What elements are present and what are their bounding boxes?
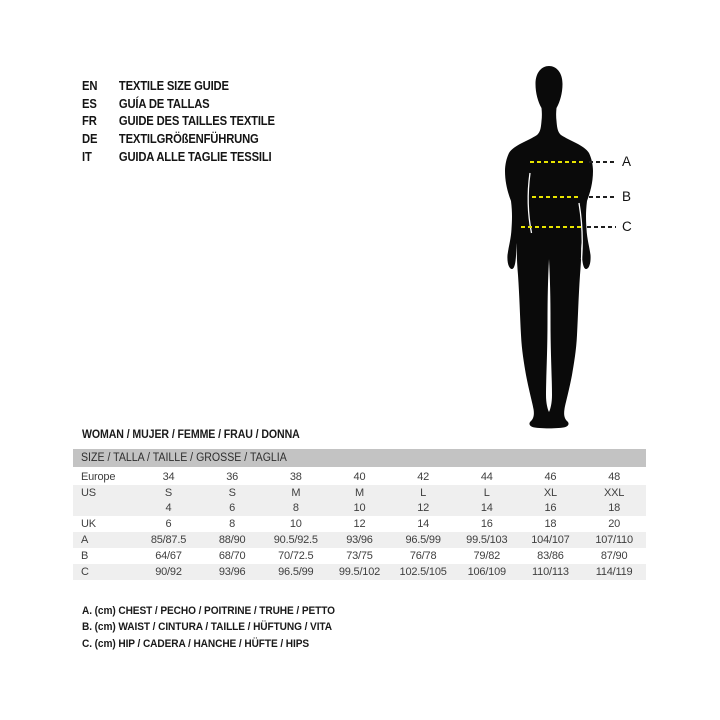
size-value-cell: 87/90: [600, 549, 628, 562]
legend-line-waist: B. (cm) WAIST / CINTURA / TAILLE / HÜFTUNG / VITA: [82, 621, 332, 634]
measure-dash-on-body: [530, 161, 584, 163]
language-title: TEXTILE SIZE GUIDE: [118, 78, 229, 93]
size-table-header-cell: [73, 449, 646, 468]
size-value-cell: 70/72.5: [278, 549, 314, 562]
language-code: ES: [82, 96, 97, 111]
size-value-cell: 104/107: [519, 532, 583, 548]
size-value-cell: 107/110: [582, 532, 646, 548]
language-code: DE: [82, 131, 98, 146]
size-value-cell: 68/70: [218, 549, 246, 562]
language-row-de: [82, 130, 275, 148]
row-label: A: [73, 532, 137, 548]
size-value-cell: 12: [391, 501, 455, 517]
size-value-cell: 44: [480, 470, 493, 483]
language-list: [82, 77, 296, 165]
size-value-cell: L: [455, 485, 519, 501]
size-value-cell: 99.5/102: [328, 564, 392, 580]
row-label: B: [81, 549, 89, 562]
language-row-it: [82, 148, 275, 166]
legend-line-hip: C. (cm) HIP / CADERA / HANCHE / HÜFTE / HIPS: [82, 637, 310, 650]
row-label: C: [73, 564, 137, 580]
size-value-cell: 76/78: [409, 549, 437, 562]
language-row-fr: [82, 112, 275, 130]
size-value-cell: 38: [289, 470, 302, 483]
size-value-cell: 42: [417, 470, 430, 483]
measure-label-a: A: [622, 154, 632, 169]
size-value-cell: 16: [480, 518, 493, 531]
size-value-cell: 85/87.5: [137, 532, 201, 548]
language-code: FR: [82, 114, 97, 129]
size-value-cell: 99.5/103: [455, 532, 519, 548]
size-value-cell: 73/75: [346, 549, 373, 562]
size-table-row-us: [73, 485, 646, 501]
language-title: GUIDA ALLE TAGLIE TESSILI: [118, 149, 272, 164]
language-code: IT: [82, 149, 92, 164]
size-table-header-row: [73, 449, 646, 468]
size-value-cell: 8: [264, 501, 328, 517]
language-title: TEXTILGRÖßENFÜHRUNG: [118, 131, 259, 146]
size-table-header-text: SIZE / TALLA / TAILLE / GRÖSSE / TAGLIA: [81, 452, 287, 464]
size-value-cell: 16: [519, 501, 583, 517]
size-table-row-uk: [73, 516, 646, 532]
size-value-cell: L: [391, 485, 455, 501]
row-label: [73, 501, 137, 517]
size-value-cell: 18: [582, 501, 646, 517]
size-value-cell: 36: [226, 470, 239, 483]
size-value-cell: S: [137, 485, 201, 501]
size-value-cell: 20: [608, 518, 621, 531]
size-value-cell: 8: [229, 518, 236, 531]
measure-dash-leader: [589, 196, 616, 198]
size-value-cell: S: [200, 485, 264, 501]
legend-line-chest: A. (cm) CHEST / PECHO / POITRINE / TRUHE / PETTO: [82, 605, 335, 617]
size-value-cell: 14: [417, 518, 430, 531]
measure-dash-leader: [589, 161, 616, 163]
size-value-cell: 10: [328, 501, 392, 517]
category-title: WOMAN / MUJER / FEMME / FRAU / DONNA: [82, 429, 300, 441]
size-value-cell: 96.5/99: [264, 564, 328, 580]
size-value-cell: XL: [519, 485, 583, 501]
size-table-body: [73, 468, 646, 580]
size-table: [73, 449, 646, 580]
size-value-cell: 90.5/92.5: [264, 532, 328, 548]
size-table-row-b: [73, 548, 646, 564]
measure-dash-on-body: [521, 226, 582, 228]
size-value-cell: 96.5/99: [391, 532, 455, 548]
size-value-cell: 4: [137, 501, 201, 517]
measurement-legend: [82, 605, 357, 654]
measure-label-c: C: [622, 219, 633, 234]
row-label: UK: [81, 518, 96, 531]
size-value-cell: 46: [544, 470, 557, 483]
size-value-cell: 10: [289, 518, 302, 531]
size-value-cell: 88/90: [200, 532, 264, 548]
size-value-cell: 34: [162, 470, 175, 483]
size-value-cell: M: [328, 485, 392, 501]
size-value-cell: 6: [200, 501, 264, 517]
size-value-cell: 14: [455, 501, 519, 517]
size-value-cell: 48: [608, 470, 621, 483]
size-value-cell: 93/96: [200, 564, 264, 580]
size-value-cell: 102.5/105: [391, 564, 455, 580]
size-table-row-us-numeric: [73, 501, 646, 517]
size-value-cell: 18: [544, 518, 557, 531]
size-value-cell: 93/96: [328, 532, 392, 548]
size-value-cell: 12: [353, 518, 366, 531]
size-table-row-c: [73, 564, 646, 580]
woman-silhouette-icon: [494, 63, 610, 429]
size-value-cell: 6: [165, 518, 172, 531]
size-value-cell: 90/92: [137, 564, 201, 580]
language-row-en: [82, 77, 275, 95]
language-title: GUIDE DES TAILLES TEXTILE: [118, 114, 275, 129]
size-value-cell: 79/82: [473, 549, 501, 562]
measure-label-b: B: [622, 189, 632, 204]
row-label: Europe: [81, 470, 116, 483]
size-table-row-europe: [73, 468, 646, 485]
size-value-cell: 64/67: [155, 549, 182, 562]
language-row-es: [82, 95, 275, 113]
size-value-cell: 110/113: [519, 564, 583, 580]
measure-dash-leader: [587, 226, 616, 228]
size-value-cell: M: [264, 485, 328, 501]
size-table-row-a: [73, 532, 646, 548]
language-title: GUÍA DE TALLAS: [118, 96, 210, 111]
size-value-cell: 83/86: [537, 549, 564, 562]
size-value-cell: XXL: [582, 485, 646, 501]
size-value-cell: 40: [353, 470, 366, 483]
size-value-cell: 114/119: [582, 564, 646, 580]
row-label: US: [73, 485, 137, 501]
language-code: EN: [82, 78, 98, 93]
size-value-cell: 106/109: [455, 564, 519, 580]
measure-dash-on-body: [532, 196, 579, 198]
